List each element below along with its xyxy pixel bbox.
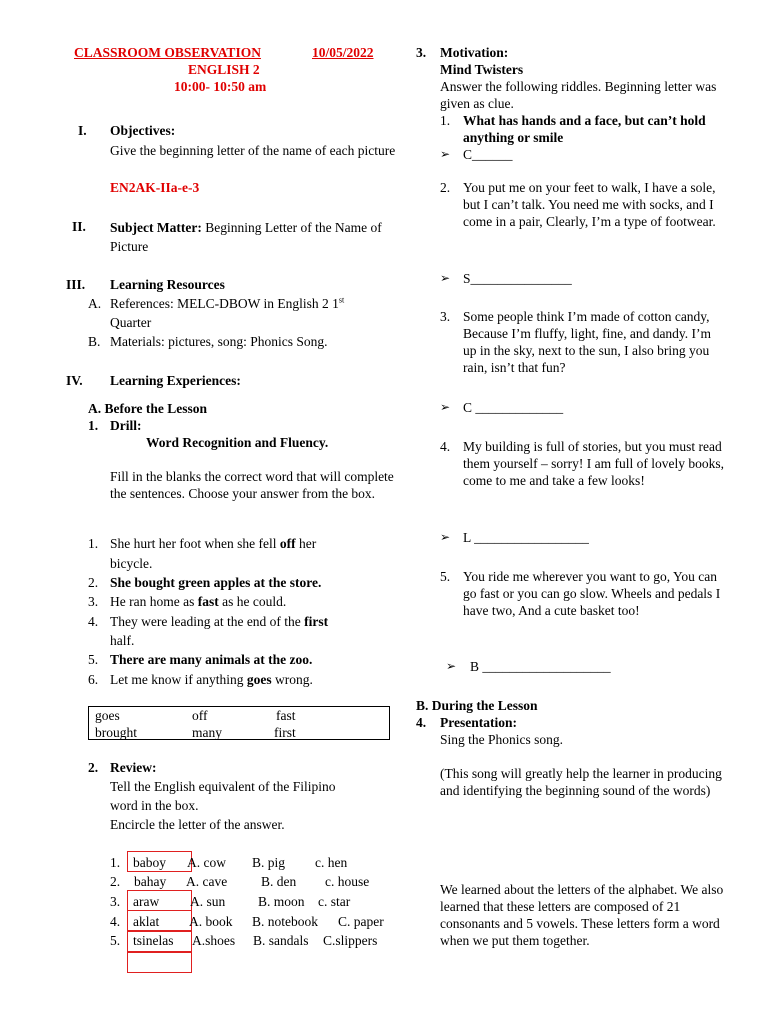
arrow-bullet-icon: ➢ <box>440 271 451 285</box>
subject-matter-text: Beginning Letter of the Name of Picture <box>110 220 382 254</box>
word-box-word: goes <box>95 708 120 723</box>
review-choice-c: c. hen <box>315 855 348 870</box>
presentation-heading: Presentation: <box>440 715 517 730</box>
sentence-answer: off <box>279 536 296 551</box>
sentence-text: They were leading at the end of the <box>110 614 305 629</box>
riddle-num: 1. <box>440 113 451 128</box>
doc-title: CLASSROOM OBSERVATION <box>74 45 261 60</box>
resources-a-sup: st <box>338 295 345 305</box>
sentence-5: There are many animals at the zoo. <box>110 652 313 667</box>
review-choice-c: C.slippers <box>323 933 378 948</box>
review-choice-a: A. book <box>189 914 233 929</box>
arrow-bullet-icon: ➢ <box>446 659 457 673</box>
riddle-4: My building is full of stories, but you must read them yourself – sorry! I am full of lovely books, come to me and take a few looks! <box>463 439 724 488</box>
sentence-num: 4. <box>88 614 99 629</box>
arrow-bullet-icon: ➢ <box>440 147 451 161</box>
review-choice-a: A. cave <box>186 874 228 889</box>
riddle-answer: C _____________ <box>463 400 564 415</box>
drill-instructions: Fill in the blanks the correct word that will complete the sentences. Choose your answer from the box. <box>110 469 394 501</box>
sentence-3 <box>110 593 286 610</box>
review-heading: Review: <box>110 760 157 775</box>
word-box-word: fast <box>276 708 296 723</box>
review-line: word in the box. <box>110 798 199 813</box>
drill-title: Word Recognition and Fluency. <box>146 435 329 450</box>
drill-heading: Drill: <box>110 418 142 433</box>
riddle-answer: C______ <box>463 147 513 162</box>
sentence-text: her <box>295 536 317 551</box>
review-line: Encircle the letter of the answer. <box>110 817 285 832</box>
riddle-num: 4. <box>440 439 451 454</box>
subject-matter-heading: Subject Matter: <box>110 220 202 235</box>
doc-subject: ENGLISH 2 <box>188 62 260 77</box>
riddle-answer: L _________________ <box>463 530 589 545</box>
resources-a-label: A. <box>88 296 102 311</box>
sentence-answer: goes <box>246 672 272 687</box>
motivation-heading: Motivation: <box>440 45 509 60</box>
riddle-num: 2. <box>440 180 451 195</box>
sentence-num: 2. <box>88 575 99 590</box>
riddle-2: You put me on your feet to walk, I have a sole, but I can’t talk. You need me with socks, and I come in a pair, Clearly, I’m a type of footwear. <box>463 180 716 229</box>
sentence-num: 1. <box>88 536 99 551</box>
review-choice-b: B. pig <box>252 855 286 870</box>
arrow-bullet-icon: ➢ <box>440 530 451 544</box>
review-line: Tell the English equivalent of the Filipino <box>110 779 336 794</box>
sentence-1-cont: bicycle. <box>110 556 153 571</box>
experiences-heading: Learning Experiences: <box>110 373 241 388</box>
riddle-num: 5. <box>440 569 451 584</box>
riddle-3: Some people think I’m made of cotton candy, Because I’m fluffy, light, fine, and dandy. I’m up in the sky, next to the sun, I also bring you rain, isn’t that fun? <box>463 309 712 375</box>
drill-num: 1. <box>88 418 99 433</box>
presentation-text: Sing the Phonics song. <box>440 732 564 747</box>
review-item-word: baboy <box>133 855 166 870</box>
sentence-num: 5. <box>88 652 99 667</box>
review-item-word: aklat <box>133 914 160 929</box>
lesson-summary: We learned about the letters of the alphabet. We also learned that these letters are composed of 21 consonants and 5 vowels. These letters form a word when we put them together. <box>440 882 724 948</box>
word-box-word: off <box>192 708 208 723</box>
doc-date: 10/05/2022 <box>312 45 374 60</box>
objectives-code: EN2AK-IIa-e-3 <box>110 180 200 195</box>
review-choice-a: A. cow <box>187 855 226 870</box>
riddle-1: What has hands and a face, but can’t hold anything or smile <box>463 113 706 145</box>
resources-a-main: References: MELC-DBOW in English 2 1 <box>110 296 339 311</box>
sentence-text: She hurt her foot when she fell <box>110 536 280 551</box>
review-item-num: 1. <box>110 855 121 870</box>
riddle-answer: S_______________ <box>463 271 572 286</box>
sentence-answer: first <box>304 614 329 629</box>
review-item-num: 5. <box>110 933 121 948</box>
word-box-word: brought <box>95 725 137 740</box>
subject-matter <box>110 218 385 256</box>
sentence-1 <box>110 535 316 552</box>
review-choice-b: B. moon <box>258 894 305 909</box>
sentence-6 <box>110 671 313 688</box>
review-choice-c: C. paper <box>338 914 384 929</box>
review-item-num: 3. <box>110 894 121 909</box>
subject-matter-num: II. <box>72 219 86 234</box>
review-num: 2. <box>88 760 99 775</box>
review-item-num: 2. <box>110 874 121 889</box>
review-choice-c: c. star <box>318 894 351 909</box>
word-box-word: first <box>274 725 296 740</box>
resources-b-text: Materials: pictures, song: Phonics Song. <box>110 334 328 349</box>
sentence-2: She bought green apples at the store. <box>110 575 322 590</box>
review-choice-c: c. house <box>325 874 370 889</box>
during-lesson-heading: B. During the Lesson <box>416 698 538 713</box>
review-choice-a: A.shoes <box>192 933 236 948</box>
doc-time: 10:00- 10:50 am <box>174 79 267 94</box>
riddle-num: 3. <box>440 309 451 324</box>
sentence-text: as he could. <box>218 594 287 609</box>
resources-b-label: B. <box>88 334 101 349</box>
review-item-word: tsinelas <box>133 933 174 948</box>
experiences-num: IV. <box>66 373 83 388</box>
review-item-num: 4. <box>110 914 121 929</box>
sentence-text: Let me know if anything <box>110 672 247 687</box>
arrow-bullet-icon: ➢ <box>440 400 451 414</box>
resources-heading: Learning Resources <box>110 277 225 292</box>
resources-a-text <box>110 295 344 312</box>
objectives-heading: Objectives: <box>110 123 176 138</box>
review-item-word: araw <box>133 894 160 909</box>
sentence-answer: fast <box>197 594 219 609</box>
sentence-text: He ran home as <box>110 594 198 609</box>
review-choice-b: B. notebook <box>252 914 318 929</box>
sentence-4-cont: half. <box>110 633 135 648</box>
sentence-num: 6. <box>88 672 99 687</box>
review-choice-b: B. sandals <box>253 933 309 948</box>
word-highlight-box <box>127 952 192 973</box>
motivation-num: 3. <box>416 45 427 60</box>
presentation-note: (This song will greatly help the learner in producing and identifying the beginning sound of the words) <box>440 766 722 798</box>
presentation-num: 4. <box>416 715 427 730</box>
riddle-5: You ride me wherever you want to go, You can go fast or you can go slow. Wheels and pedals I have two, And a cute basket too! <box>463 569 721 618</box>
before-lesson-heading: A. Before the Lesson <box>88 401 207 416</box>
review-item-word: bahay <box>134 874 167 889</box>
sentence-num: 3. <box>88 594 99 609</box>
riddle-answer: B ___________________ <box>470 659 611 674</box>
motivation-instructions: Answer the following riddles. Beginning letter was given as clue. <box>440 79 717 111</box>
word-box-word: many <box>192 725 222 740</box>
sentence-4 <box>110 613 328 630</box>
sentence-text: wrong. <box>271 672 313 687</box>
objectives-text: Give the beginning letter of the name of each picture <box>110 143 396 158</box>
resources-num: III. <box>66 277 86 292</box>
motivation-sub: Mind Twisters <box>440 62 524 77</box>
resources-a-text2: Quarter <box>110 315 152 330</box>
objectives-num: I. <box>78 123 87 138</box>
review-choice-a: A. sun <box>190 894 226 909</box>
review-choice-b: B. den <box>261 874 297 889</box>
